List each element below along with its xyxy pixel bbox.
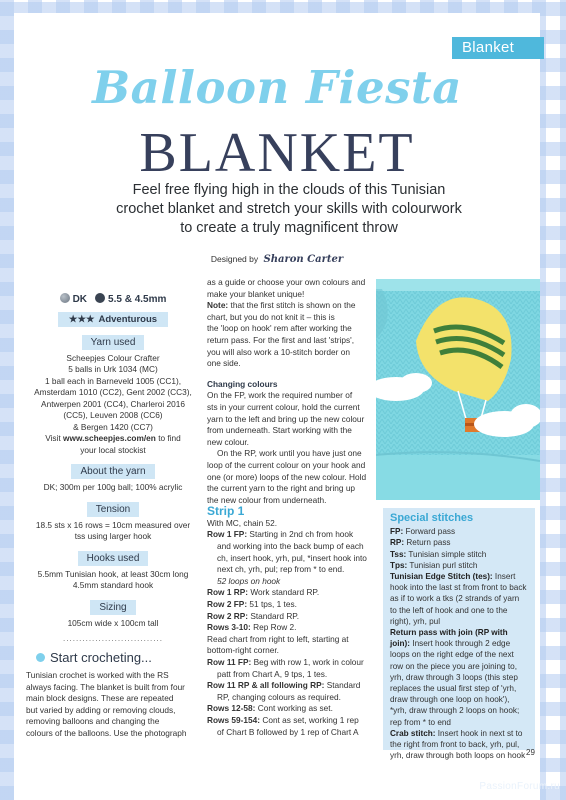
tension-text: tss using larger hook (74, 531, 152, 541)
row-text: Beg with row 1, work in colour (251, 657, 364, 667)
changing-line: On the RP, work until you have just one (217, 448, 362, 459)
row-text: and working into the back bump of each (217, 541, 364, 552)
standfirst: Feel free flying high in the clouds of this Tunisian crochet blanket and stretch your skills with colourwork to create a truly magnificent throw (116, 182, 462, 236)
row-instruction (207, 599, 375, 611)
start-line: but varied by adding or removing clouds, (26, 704, 176, 715)
row-label: Row 2 RP: (207, 610, 249, 621)
row-text: Cont working as set. (255, 703, 333, 714)
chart-read-note: bottom-right corner. (207, 645, 279, 656)
hooks-text: 4.5mm standard hook (72, 580, 154, 590)
byline (14, 254, 540, 265)
changing-line: yarn to the left and bring up the new colour (207, 413, 365, 424)
watermark: PassionForum.ru (479, 781, 560, 792)
changing-line: the new colour from underneath. (207, 494, 327, 505)
row-text: ch, insert hook, yrh, pul, *insert hook into (217, 552, 367, 563)
row-text: next ch, yrh, pul; rep from * to end. (217, 564, 345, 575)
note-line: chart, but you do not knit it – this is (207, 311, 335, 322)
sizing-text: 105cm wide x 100cm tall (67, 617, 159, 628)
intro-line: as a guide or choose your own colours and (207, 277, 366, 287)
stitch-text: Forward pass (403, 527, 456, 537)
row-text: Standard (324, 680, 361, 691)
byline-prefix: Designed by (210, 254, 259, 264)
intro-line: make your blanket unique! (207, 288, 305, 299)
page-title: BLANKET (139, 122, 415, 184)
yarn-line: Antwerpen 2001 (CC4), Charleroi 2016 (41, 398, 185, 409)
row-text: Starting in 2nd ch from hook (247, 529, 354, 540)
pattern-info-column (26, 279, 200, 645)
yarn-line: & Bergen 1420 (CC7) (73, 421, 153, 432)
row-label: Row 1 FP: (207, 529, 248, 540)
strip-intro: With MC, chain 52. (207, 517, 278, 528)
bullet-dot-icon (36, 653, 45, 662)
stitch-label: RP: (390, 538, 405, 548)
yarn-line: 5 balls in Urk 1034 (MC) (68, 364, 158, 374)
tension-text: 18.5 sts x 16 rows = 10cm measured over (35, 519, 191, 530)
level-badge (58, 312, 168, 327)
row-text: of Chart B followed by 1 rep of Chart A (217, 726, 359, 737)
stitch-text: Insert hook in next st to the right from front to back, yrh, pul, yrh, draw through both loops on hook (390, 728, 526, 761)
start-heading-text: Start crocheting... (50, 650, 152, 665)
yarn-line: (CC5), Leuven 2008 (CC6) (63, 410, 163, 420)
level-label: Adventurous (98, 313, 158, 325)
start-line: removing balloons and changing the (26, 716, 160, 727)
chart-read-note: Read chart from right to left, starting at (207, 633, 349, 644)
note-label: Note: (207, 300, 229, 311)
visit-prefix: Visit (45, 433, 61, 443)
specs-row (26, 293, 200, 306)
start-line: always facing. The blanket is built from four (26, 681, 185, 692)
stockist-line (26, 433, 200, 445)
stockist-line-2: your local stockist (80, 444, 146, 455)
row-label: Row 2 FP: (207, 599, 248, 610)
stitch-definition (390, 549, 528, 560)
magazine-page (14, 13, 540, 800)
stitch-definition (390, 560, 528, 571)
stitch-text: Insert hook into the last st from front to back as if to work a tks (2 strands of yarn to the left of hook and one to the right), yrh, pul (390, 572, 527, 626)
stitch-definition (390, 526, 528, 537)
balloon-blanket-image (376, 279, 540, 500)
row-instruction (207, 703, 375, 715)
changing-colours-heading: Changing colours (207, 378, 278, 389)
row-text: Cont as set, working 1 rep (260, 714, 359, 725)
row-instruction (207, 657, 375, 669)
row-text: Rep Row 2. (250, 622, 297, 633)
yarn-line: Scheepjes Colour Crafter (66, 352, 160, 363)
stitch-text: Return pass (404, 538, 451, 548)
note-line: you will also work a 10-stitch border on (207, 346, 350, 357)
row-label: Rows 12-58: (207, 703, 256, 714)
stitch-definition (390, 537, 528, 548)
about-yarn-heading: About the yarn (71, 464, 154, 479)
changing-line: one (or more) loops of the new colour. Hold (207, 471, 367, 482)
star-rating-icon: ★★★ (68, 313, 95, 325)
stitch-text: Tunisian simple stitch (406, 549, 487, 559)
stitch-label: FP: (390, 527, 404, 537)
page-number: 29 (526, 748, 535, 757)
title-script: Balloon Fiesta (92, 61, 462, 114)
about-yarn-text: DK; 300m per 100g ball; 100% acrylic (43, 482, 183, 492)
stitch-definition (390, 728, 528, 762)
note-line: the 'loop on hook' rem after working the (207, 323, 352, 334)
hooks-text: 5.5mm Tunisian hook, at least 30cm long (37, 568, 189, 579)
stockist-link[interactable]: www.scheepjes.com/en (63, 433, 156, 443)
stitch-text: Tunisian purl stitch (407, 560, 478, 570)
stitch-label: Tps: (390, 560, 408, 570)
changing-line: the current yarn to the right and bring up (207, 483, 356, 494)
start-line: Tunisian crochet is worked with the RS (26, 670, 169, 680)
row-instruction (207, 529, 375, 541)
stitch-text: Insert hook through 2 edge loops on the right edge of the next row on the piece you are joining to, yrh, draw through 3 loops (this step replaces the usual first step of 'yrh, draw through one loop on hook'), *yrh, draw through 2 loops on hook; rep from * to end (390, 639, 520, 727)
row-label: Row 11 FP: (207, 657, 252, 667)
row-text: RP, changing colours as required. (217, 691, 341, 702)
divider-dots: ............................... (63, 634, 163, 643)
stitch-label: Tunisian Edge Stitch (tes): (390, 572, 493, 582)
changing-line: new colour. (207, 436, 249, 447)
row-label: Row 11 RP & all following RP: (207, 680, 325, 691)
row-label: Rows 3-10: (207, 622, 251, 633)
row-instruction (207, 611, 375, 623)
stitch-definition (390, 627, 528, 728)
row-instruction (207, 622, 375, 634)
start-line: colours of the balloons. Use the photograph (26, 727, 187, 738)
stitch-label: Tss: (390, 549, 407, 559)
changing-line: loop of the current colour on your hook and (207, 459, 366, 470)
note-line (207, 300, 375, 312)
yarn-weight: DK (72, 294, 88, 305)
start-crocheting-heading (36, 650, 152, 665)
instructions-column (207, 277, 375, 738)
loops-note: 52 loops on hook (217, 575, 281, 586)
blanket-photo (376, 279, 540, 500)
changing-line: sts in your current colour, hold the current (207, 401, 360, 412)
row-instruction (207, 715, 375, 727)
hook-icon (95, 293, 105, 303)
row-text: Standard RP. (248, 610, 300, 621)
stitch-definition (390, 571, 528, 627)
hook-sizes: 5.5 & 4.5mm (108, 294, 167, 305)
yarn-line: 1 ball each in Barneveld 1005 (CC1), (44, 375, 182, 386)
row-instruction (207, 587, 375, 599)
yarn-line: Amsterdam 1010 (CC2), Gent 2002 (CC3), (34, 387, 192, 397)
yarn-used-heading: Yarn used (82, 335, 145, 350)
row-instruction (207, 680, 375, 692)
start-line: main block designs. These are repeated (26, 693, 174, 704)
changing-line: On the FP, work the required number of (207, 390, 353, 401)
row-label: Row 1 RP: (207, 587, 249, 598)
section-tab: Blanket (452, 37, 544, 59)
start-crocheting-body (26, 670, 206, 740)
changing-line: from underneath. Start working with the (207, 425, 352, 436)
stitch-label: Return pass with join (RP with join): (390, 628, 508, 649)
stitch-label: Crab stitch: (390, 728, 436, 738)
yarn-ball-icon (60, 293, 70, 303)
visit-suffix: to find (158, 433, 181, 443)
note-line: one side. (207, 358, 241, 369)
strip-heading: Strip 1 (207, 504, 245, 519)
row-label: Rows 59-154: (207, 714, 261, 725)
note-line: return pass. For the first and last 'strips', (207, 334, 355, 345)
hooks-used-heading: Hooks used (78, 551, 149, 566)
tension-heading: Tension (87, 502, 139, 517)
row-text: Work standard RP. (248, 587, 320, 598)
note-text: that the first stitch is shown on the (228, 300, 356, 311)
sizing-heading: Sizing (90, 600, 135, 615)
designer-name: Sharon Carter (263, 254, 344, 265)
special-stitches-heading: Special stitches (390, 512, 474, 524)
row-text: 51 tps, 1 tes. (247, 599, 297, 610)
row-text: patt from Chart A, 9 tps, 1 tes. (217, 668, 328, 679)
